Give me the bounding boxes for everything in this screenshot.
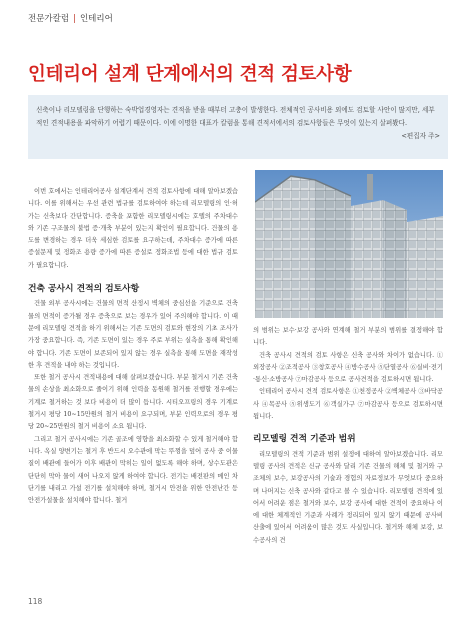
paragraph: 리모델링의 견적 기준과 범위 설정에 대하여 알아보겠습니다. 리모델링 공사의 견적은 신규 공사와 달리 기존 건물의 해체 및 철거와 구조체의 보수, 보강공사의 기술과 경험의 자료정보가 무엇보다 중요하며 나머지는 신축 공사와 같다고 볼 수 있습니다. 리모델링 견적에 있어서 어려운 점은 철거와 보수, 보강 공사에 대한 견적이 중요하나 이에 대한 체계적인 기준과 사례가 정리되어 있지 않기 때문에 공사비 산출에 있어서 어려움이 많은 것도 사실입니다. 철거와 해체 보강, 보수공사의 견 bbox=[253, 450, 443, 544]
header-category: 인테리어 bbox=[79, 14, 113, 24]
building-photo-image bbox=[255, 170, 443, 318]
building-photo bbox=[255, 170, 443, 318]
right-column bbox=[253, 325, 443, 547]
header-section: 전문가칼럼 bbox=[28, 14, 70, 24]
section-heading: 리모델링 견적 기준과 범위 bbox=[253, 434, 356, 445]
paragraph: 건축 공사시 견적의 검토 사항은 신축 공사와 차이가 없습니다. ①외장공사 ②조적공사 ③창호공사 ④방수공사 ⑤단열공사 ⑥실비·전기·통신·소방공사 ⑦마감공사 등으로 공사견적을 검토하시면 됩니다. bbox=[253, 351, 443, 384]
paragraph: 이번 호에서는 인테리어공사 설계단계서 견적 검토사항에 대해 알아보겠습니다. 이를 위해서는 우선 관련 법규를 검토하여야 하는데 리모델링의 인·허가는 신축보다 간단합니다. 증축을 포함한 리모델링시에는 호텔의 주차대수와 기존 구조물의 불법 증·개축 부분이 있는지 확인이 필요합니다. 건물의 용도를 변경하는 경우 더욱 세심한 검토를 요구하는데, 주차대수 증가에 따른 증설문제 및 정화조 용량 증가에 따른 증설로 정화조법 등에 대한 법규 검토가 필요합니다. bbox=[28, 188, 238, 269]
paragraph: 건물 외부 공사시에는 건물의 면적 산정시 벽체의 중심선을 기준으로 건축물의 면적이 증가될 경우 증축으로 보는 경우가 있어 주의해야 합니다. 이 때문에 리모델링 견적을 하기 위해서는 기존 도면의 검토와 현장의 기초 조사가 가장 중요합니다. 즉, 기존 도면이 있는 경우 주로 부위는 실측을 통해 확인해야 합니다. 기존 도면이 보존되어 있지 않는 경우 실측을 통해 도면을 재작성한 후 견적을 내야 하는 것입니다. bbox=[28, 300, 238, 369]
article-title: 인테리어 설계 단계에서의 견적 검토사항 bbox=[28, 64, 352, 85]
paragraph: 인테리어 공사시 견적 검토사항은 ①천정공사 ②벽체공사 ③바닥공사 ④목공사 ⑤위생도기 ⑥객실가구 ⑦마감공사 등으로 검토하시면 됩니다. bbox=[253, 388, 443, 421]
intro-box bbox=[28, 95, 448, 159]
page-number: 118 bbox=[28, 597, 43, 606]
intro-paragraph bbox=[28, 95, 448, 140]
paragraph: 또한 철거 공사시 견적내용에 대해 살펴보겠습니다. 부분 철거시 기존 건축물의 손상을 최소화으로 줄이기 위해 인력을 동원해 철거를 진행할 경우에는 기계로 철거하는 것 보다 비용이 더 많이 듭니다. 시티오프링의 경우 기계로 철거시 평당 10~15만원의 철거 비용이 요구되며, 부분 인력으로의 경우 평당 20~25만원의 철거 비용이 소요 됩니다. bbox=[28, 374, 238, 431]
running-header bbox=[28, 12, 113, 24]
left-column bbox=[28, 186, 238, 507]
header-separator: | bbox=[73, 14, 76, 24]
intro-text: 신축이나 리모델링을 단행하는 숙박업경영자는 견적을 받을 때부터 고충이 발생한다. 전체적인 공사비용 외에도 검토할 사안이 많지만, 세부적인 견적내용을 파악하기 어렵기 때문이다. 이에 이명한 대표가 칼럼을 통해 견적서에서의 검토사항들은 무엇이 있는지 살펴봤다. bbox=[36, 106, 435, 127]
paragraph: 그리고 철거 공사시에는 기존 골조에 영향을 최소화할 수 있게 철거해야 합니다. 옥실 양변기는 철거 후 반드시 오수관에 막는 뚜껑을 덮어 공사 중 이물질이 배관에 들어가 이후 배관이 막히는 일이 없도록 해야 하며, 상수도관은 단단히 막아 물이 새어 나오지 않게 하여야 합니다. 전기는 배전판의 메인 차단기를 내리고 가설 전기를 설치해야 하며, 철거시 안전을 위한 안전난간 등 안전가설물을 설치해야 합니다. 철거 bbox=[28, 435, 238, 505]
section-heading: 건축 공사시 견적의 검토사항 bbox=[28, 284, 140, 295]
editor-note: <편집자 주> bbox=[401, 132, 440, 140]
paragraph: 의 범위는 보수·보강 공사와 연계해 철거 부분의 범위를 결정해야 합니다. bbox=[253, 327, 443, 347]
